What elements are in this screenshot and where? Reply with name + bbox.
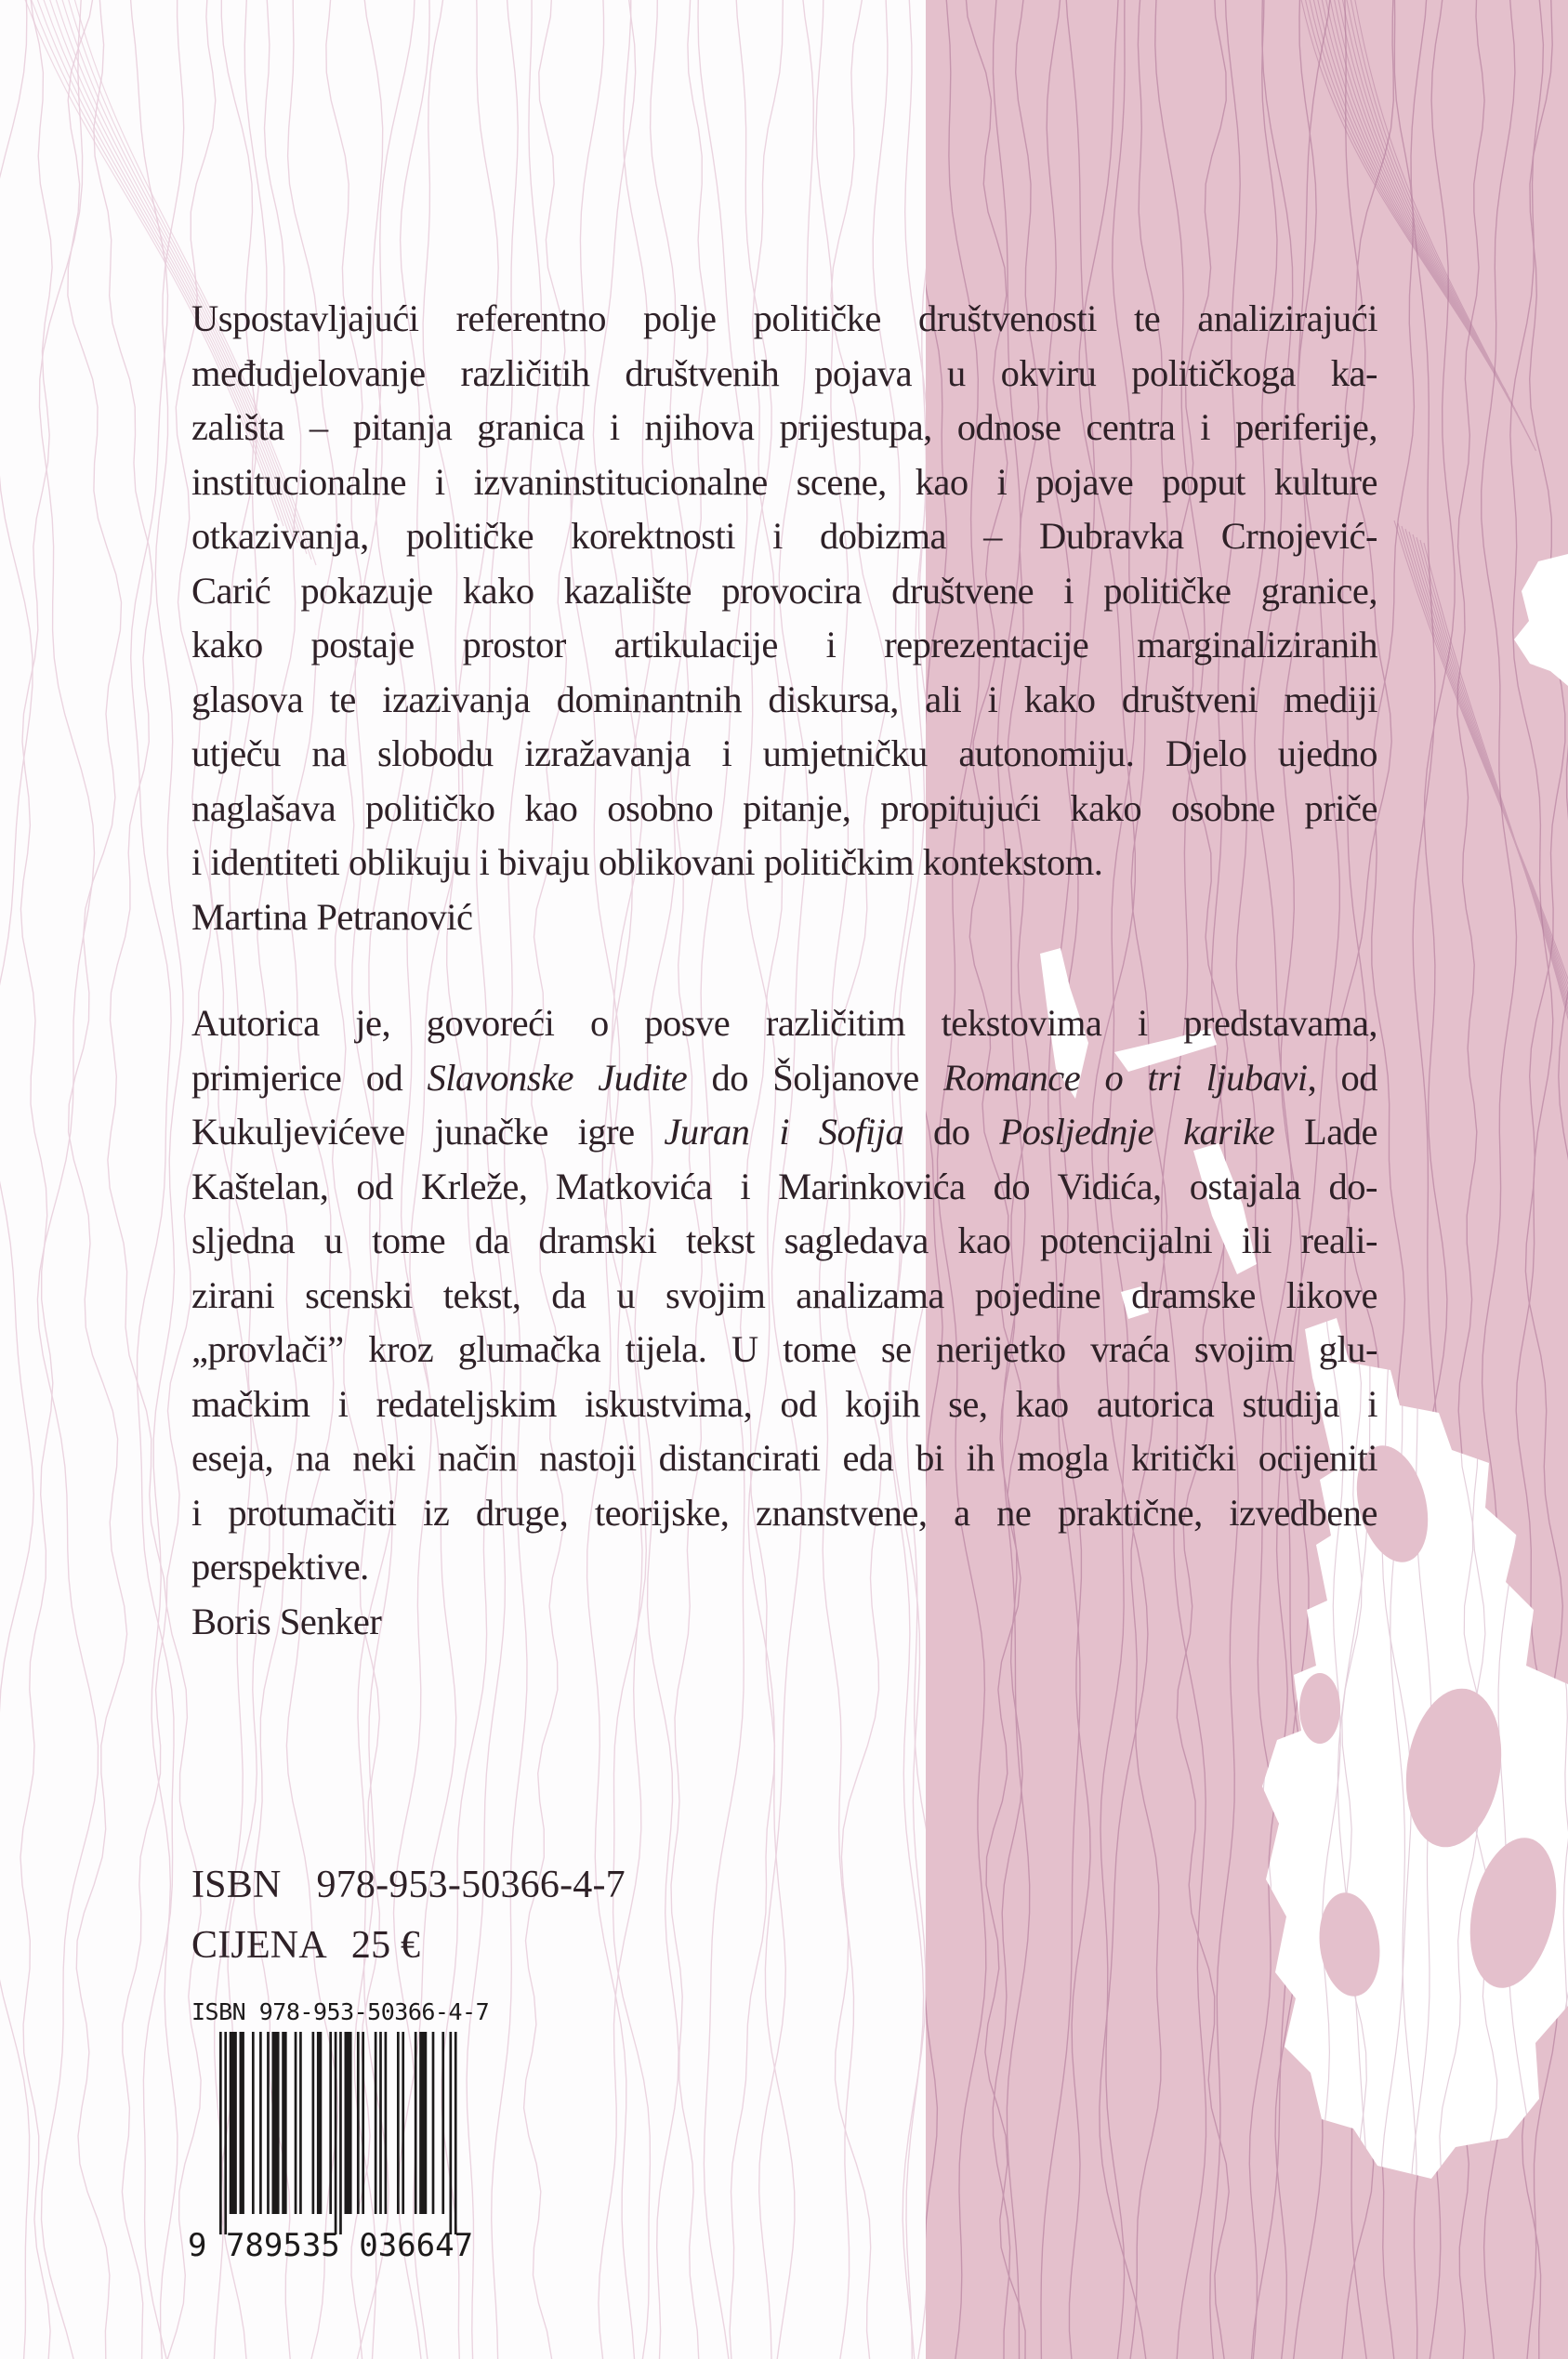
barcode-label: ISBN 978-953-50366-4-7: [191, 1998, 490, 2025]
text-line: Kaštelan, od Krleže, Matkovića i Marinkovića do Vidića, ostajala do-: [191, 1165, 1377, 1207]
text-line: zališta – pitanja granica i njihova prijestupa, odnose centra i periferije,: [191, 406, 1377, 448]
text-line: zirani scenski tekst, da u svojim analizama pojedine dramske likove: [191, 1273, 1377, 1316]
text-line: Autorica je, govoreći o posve različitim tekstovima i predstavama,: [191, 1002, 1377, 1044]
isbn-label: ISBN: [191, 1864, 282, 1906]
text-line: Kukuljevićeve junačke igre Juran i Sofija do Posljednje karike Lade: [191, 1111, 1377, 1153]
quote-1-attribution: Martina Petranović: [191, 895, 473, 938]
text-line: eseja, na neki način nastoji distancirati eda bi ih mogla kritički ocijeniti: [191, 1437, 1377, 1479]
text-line: primjerice od Slavonske Judite do Šoljanove Romance o tri ljubavi, od: [191, 1056, 1377, 1099]
text-line: utječu na slobodu izražavanja i umjetničku autonomiju. Djelo ujedno: [191, 732, 1377, 774]
barcode-digits: 9 789535 036647: [188, 2227, 474, 2264]
price-value: 25 €: [350, 1924, 421, 1967]
quote-block-1: [191, 292, 1377, 944]
quote-block-2: [191, 996, 1377, 1649]
text-line: glasova te izazivanja dominantnih diskursa, ali i kako društveni mediji: [191, 678, 1377, 720]
text-line: „provlači” kroz glumačka tijela. U tome se nerijetko vraća svojim glu-: [191, 1328, 1377, 1370]
text-line: sljedna u tome da dramski tekst sagledava kao potencijalni ili reali-: [191, 1219, 1377, 1261]
text-line: mačkim i redateljskim iskustvima, od kojih se, kao autorica studija i: [191, 1382, 1377, 1425]
text-line: naglašava političko kao osobno pitanje, propitujući kako osobne priče: [191, 786, 1377, 829]
isbn-number: 978-953-50366-4-7: [316, 1864, 626, 1906]
quote-2-attribution: Boris Senker: [191, 1600, 382, 1642]
text-line: i protumačiti iz druge, teorijske, znanstvene, a ne praktične, izvedbene: [191, 1491, 1377, 1534]
text-line: međudjelovanje različitih društvenih pojava u okviru političkoga ka-: [191, 351, 1377, 394]
price-line: [191, 1916, 626, 1976]
text-line: kako postaje prostor artikulacije i reprezentacije marginaliziranih: [191, 624, 1377, 666]
barcode: [219, 2032, 459, 2236]
isbn-line: [191, 1855, 626, 1916]
text-line: perspektive.: [191, 1546, 369, 1588]
isbn-price-block: [191, 1855, 626, 1976]
text-line: institucionalne i izvaninstitucionalne scene, kao i pojave poput kulture: [191, 460, 1377, 503]
price-label: CIJENA: [191, 1924, 327, 1967]
quote-2-lines: [191, 996, 1377, 1595]
text-line: i identiteti oblikuju i bivaju oblikovani političkim kontekstom.: [191, 841, 1103, 883]
text-line: Uspostavljajući referentno polje političke društvenosti te analizirajući: [191, 297, 1377, 339]
quote-1-lines: [191, 292, 1377, 890]
text-line: otkazivanja, političke korektnosti i dobizma – Dubravka Crnojević-: [191, 515, 1377, 557]
text-line: Carić pokazuje kako kazalište provocira društvene i političke granice,: [191, 569, 1377, 612]
